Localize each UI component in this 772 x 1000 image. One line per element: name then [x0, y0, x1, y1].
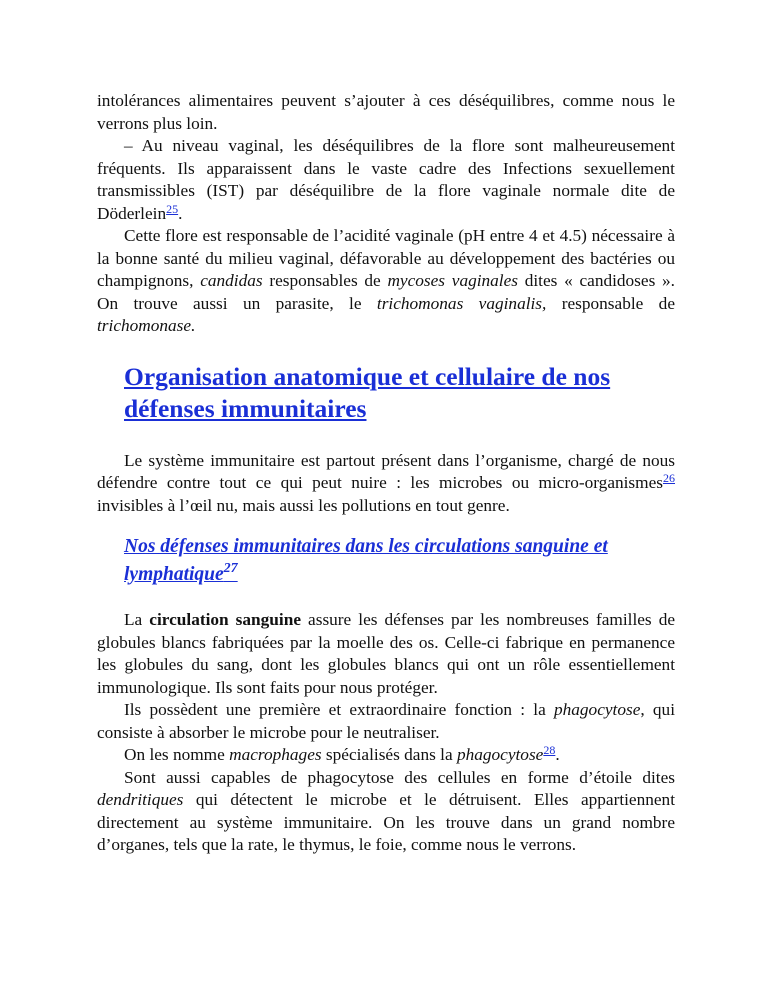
document-page	[97, 90, 675, 857]
footnote-link-27[interactable]: 27	[223, 561, 238, 576]
paragraph-text: – Au niveau vaginal, les déséquilibres de la flore sont malheureusement fréquents. Ils apparaissent dans le vaste cadre des Infections sexuellement transmissibles (IST) par déséquilibre de la flore vaginale normale dite de Döderlein	[97, 136, 675, 223]
italic-term-phagocytose: phagocytose	[553, 700, 641, 719]
italic-term-trichomonase: trichomonase.	[97, 316, 196, 335]
footnote-link-28[interactable]: 28	[543, 743, 556, 757]
subsection-heading-circulations[interactable]	[97, 533, 675, 589]
text-segment: responsables de	[262, 271, 388, 290]
footnote-link-26[interactable]: 26	[663, 471, 675, 485]
bold-term-circulation-sanguine: circulation sanguine	[149, 610, 301, 629]
italic-term-dendritiques: dendritiques	[97, 790, 184, 809]
text-segment: assure les défenses par les nombreuses familles de globules blancs fabriquées par la moelle des os. Celle-ci fabrique en permanence les globules du sang, dont les globules blancs qui ont un rôle essentiellement immunologique. Ils sont faits pour nous protéger.	[97, 610, 676, 697]
italic-term-candidas: candidas	[200, 271, 263, 290]
paragraph-end: .	[555, 745, 560, 764]
text-segment: responsable de	[546, 293, 675, 313]
text-segment: Le système immunitaire est partout présent dans l’organisme, chargé de nous défendre contre tout ce qui peut nuire : les microbes ou micro-organismes	[97, 450, 675, 492]
paragraph-dendritic-cells	[97, 767, 675, 857]
paragraph-immune-system	[97, 450, 675, 518]
text-segment: invisibles à l’œil nu, mais aussi les pollutions en tout genre.	[97, 495, 510, 515]
text-segment: On les nomme	[124, 745, 230, 764]
italic-term-macrophages: macrophages	[229, 745, 322, 764]
paragraph-vaginal-flora	[97, 135, 675, 225]
paragraph-end: .	[178, 203, 183, 223]
text-segment: Ils possèdent une première et extraordinaire fonction : la	[124, 700, 554, 719]
footnote-link-25[interactable]: 25	[166, 201, 179, 216]
section-heading-organisation[interactable]: Organisation anatomique et cellulaire de nos défenses immunitaires	[124, 361, 611, 423]
text-segment: Cette flore est responsable de l’acidité vaginale (pH entre 4 et 4.5) nécessaire à la bonne santé du milieu vaginal, défavorable au développement des bactéries ou champignons,	[97, 226, 675, 290]
italic-term-trichomonas: trichomonas vaginalis,	[376, 293, 547, 313]
paragraph-phagocytosis	[97, 699, 675, 744]
text-segment: spécialisés dans la	[321, 745, 457, 764]
italic-term-phagocytose: phagocytose	[456, 745, 544, 764]
paragraph-macrophages	[97, 744, 675, 767]
paragraph-intolerances: intolérances alimentaires peuvent s’ajouter à ces déséquilibres, comme nous le verrons plus loin.	[97, 91, 675, 133]
subsection-heading-text[interactable]: Nos défenses immunitaires dans les circulations sanguine et lymphatique	[124, 536, 608, 585]
text-segment: , qui consiste à absorber le microbe pour le neutraliser.	[97, 700, 675, 742]
text-segment: Sont aussi capables de phagocytose des cellules en forme d’étoile dites	[124, 767, 675, 787]
text-segment: qui détectent le microbe et le détruisent. Elles appartiennent directement au système immunitaire. On les trouve dans un grand nombre d’organes, tels que la rate, le thymus, le foie, comme nous le verrons.	[97, 790, 675, 854]
italic-term-mycoses: mycoses vaginales	[387, 271, 518, 290]
paragraph-vaginal-acidity	[97, 225, 675, 338]
paragraph-blood-circulation	[97, 609, 675, 699]
text-segment: dites « candidoses ». On trouve aussi un parasite, le	[97, 271, 675, 313]
text-segment: La	[124, 610, 150, 629]
